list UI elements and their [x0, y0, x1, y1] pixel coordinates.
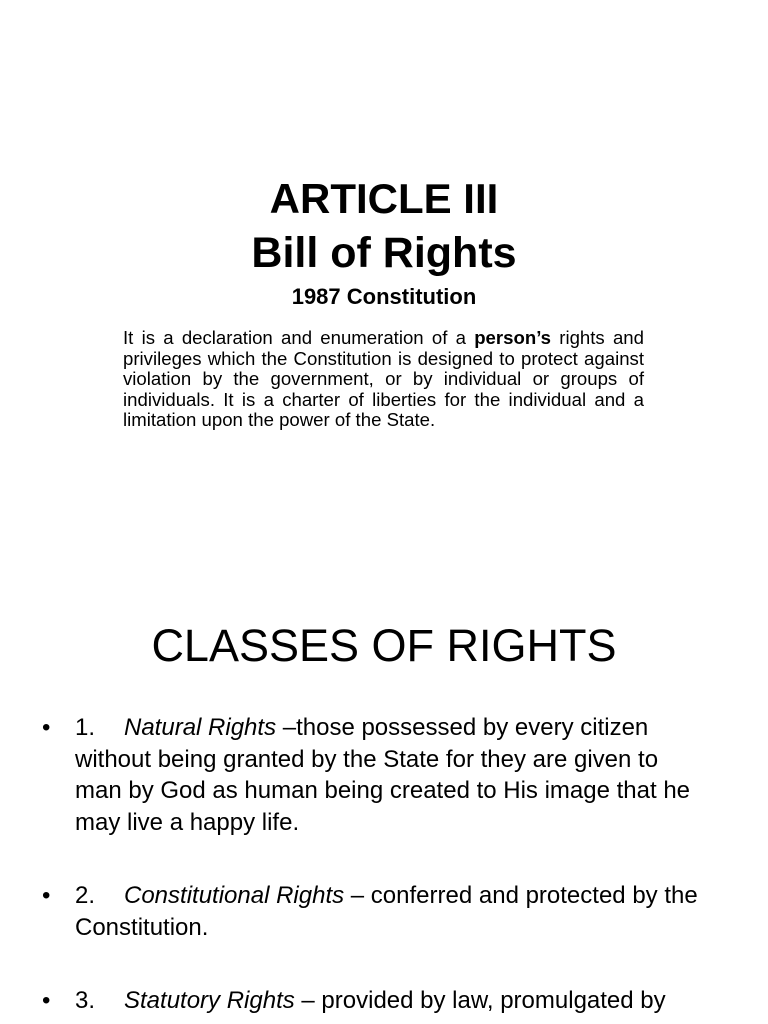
item-number: 3.: [75, 987, 96, 1014]
list-item-statutory-rights: [0, 985, 768, 1017]
bullet-icon: •: [42, 714, 51, 741]
item-description: –those possessed by every citizen without being granted by the State for they are given to man by God as human being created to His image that he may live a happy life.: [75, 714, 691, 836]
intro-text-end: rights and privileges which the Constitution is designed to protect against violation by the government, or by individual or groups of individuals. It is a charter of liberties for the individual and a limitation upon the power of the State.: [123, 327, 644, 430]
classes-heading: CLASSES OF RIGHTS: [151, 620, 617, 671]
list-item-constitutional-rights: [0, 880, 768, 943]
slide-classes-of-rights: [0, 560, 768, 1024]
bullet-icon: •: [42, 987, 51, 1014]
item-term: Natural Rights: [124, 714, 277, 741]
constitution-subtitle: 1987 Constitution: [291, 284, 477, 309]
bill-of-rights-title: Bill of Rights: [251, 229, 517, 277]
item-term: Statutory Rights: [124, 987, 295, 1014]
item-term: Constitutional Rights: [124, 882, 345, 909]
item-description: – conferred and protected by the Constitution.: [75, 882, 698, 941]
rights-list: [0, 712, 768, 1024]
intro-paragraph: [123, 328, 644, 431]
item-number: 1.: [75, 714, 96, 741]
article-title: ARTICLE III: [269, 175, 499, 222]
item-description: – provided by law, promulgated by: [294, 987, 666, 1014]
item-number: 2.: [75, 882, 96, 909]
list-item-natural-rights: [0, 712, 768, 838]
intro-bold-word: person’s: [474, 327, 552, 348]
bullet-icon: •: [42, 882, 51, 909]
intro-text-start: It is a declaration and enumeration of a: [123, 327, 475, 348]
